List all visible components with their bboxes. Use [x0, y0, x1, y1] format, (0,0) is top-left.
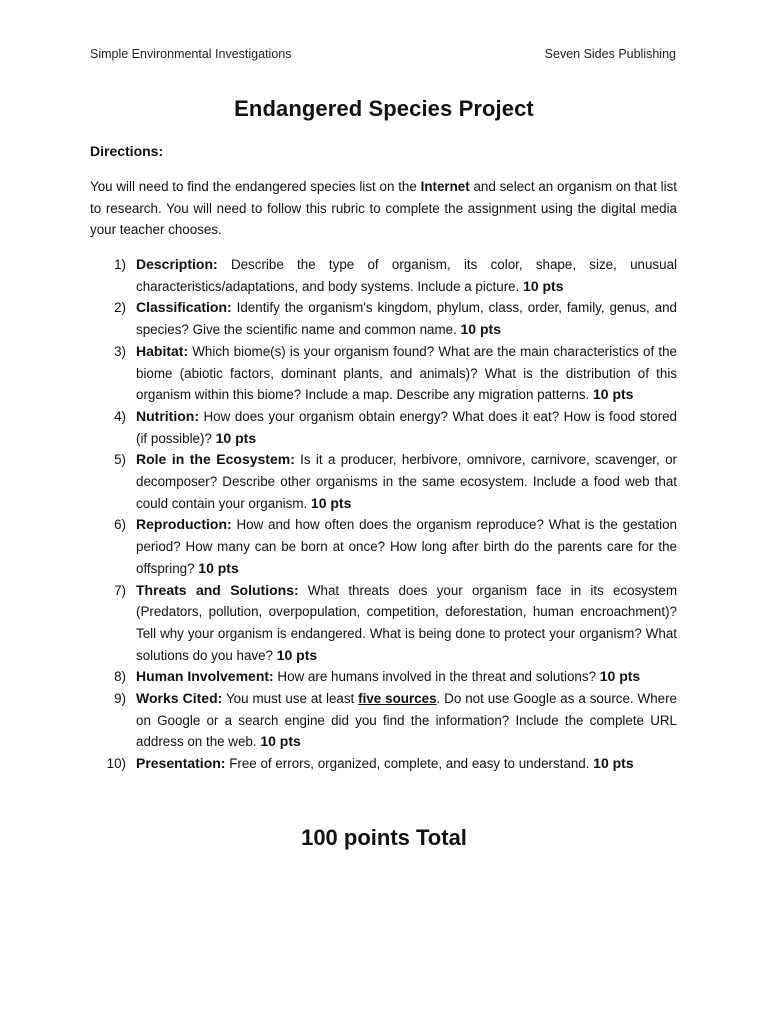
item-heading: Human Involvement: — [136, 668, 274, 685]
item-body: . Do not use Google as a source. Where on Google or a search engine did you find the information? Include the complete URL address on the web. — [136, 691, 677, 750]
five-sources-emphasis: five sources — [358, 691, 437, 707]
item-heading: Reproduction: — [136, 516, 232, 533]
item-points: 10 pts — [198, 559, 239, 576]
item-heading: Works Cited: — [136, 690, 223, 707]
item-points: 10 pts — [276, 646, 318, 663]
intro-paragraph — [90, 176, 677, 241]
rubric-item-nutrition — [90, 406, 677, 449]
item-points: 10 pts — [310, 494, 352, 511]
item-number: 6) — [114, 517, 126, 533]
header-left: Simple Environmental Investigations — [90, 47, 292, 61]
item-body: Identify the organism's kingdom, phylum, class, order, family, genus, and species? Give the scientific name and common name. — [136, 300, 677, 338]
rubric-item-presentation — [90, 753, 677, 775]
intro-text-after: and select an organism on that list to research. You will need to follow this rubric to complete the assignment using the digital media your teacher chooses. — [90, 179, 677, 238]
page-title: Endangered Species Project — [234, 96, 534, 121]
rubric-item-reproduction — [90, 514, 677, 579]
item-heading: Nutrition: — [136, 407, 199, 424]
directions-label: Directions: — [90, 143, 164, 159]
item-number: 7) — [114, 582, 126, 598]
item-number: 4) — [114, 408, 126, 424]
rubric-list — [90, 254, 677, 775]
rubric-item-habitat — [90, 341, 677, 406]
item-points: 10 pts — [260, 733, 301, 750]
item-points: 10 pts — [215, 429, 257, 446]
header-right: Seven Sides Publishing — [544, 47, 676, 61]
item-body-pre: You must use at least — [222, 691, 359, 707]
item-body: Which biome(s) is your organism found? What are the main characteristics of the biome (abiotic factors, dominant plants, and animals)? What is the distribution of this organism within this biome? Include a map. Describe any migration patterns. — [136, 343, 677, 403]
item-points: 10 pts — [593, 386, 634, 403]
points-total: 100 points Total — [301, 825, 467, 850]
item-points: 10 pts — [523, 277, 564, 294]
item-heading: Classification: — [136, 299, 232, 316]
item-number: 10) — [106, 756, 126, 772]
rubric-item-classification — [90, 297, 677, 340]
item-body: Is it a producer, herbivore, omnivore, carnivore, scavenger, or decomposer? Describe other organisms in the same ecosystem. Include a food web that could contain your organism. — [136, 452, 677, 511]
intro-text-before: You will need to find the endangered species list on the — [90, 179, 421, 194]
item-body: How does your organism obtain energy? What does it eat? How is food stored (if possible)? — [136, 408, 677, 446]
item-body: How are humans involved in the threat and solutions? — [273, 669, 600, 685]
item-number: 3) — [114, 343, 126, 359]
item-heading: Threats and Solutions: — [136, 581, 299, 598]
intro-emphasis: Internet — [420, 179, 470, 194]
item-number: 5) — [114, 452, 126, 468]
item-body: What threats does your organism face in its ecosystem (Predators, pollution, overpopulation, competition, deforestation, human encroachment)? Tell why your organism is endangered. What is being done to protect your organism? What solutions do you have? — [136, 582, 677, 663]
item-body: Free of errors, organized, complete, and easy to understand. — [225, 756, 594, 772]
item-number: 2) — [114, 300, 126, 316]
item-points: 10 pts — [593, 755, 634, 772]
item-points: 10 pts — [460, 321, 501, 338]
rubric-item-threats-and-solutions — [90, 580, 677, 667]
item-body: How and how often does the organism reproduce? What is the gestation period? How many can be born at once? How long after birth do the parents care for the offspring? — [136, 517, 677, 576]
item-heading: Habitat: — [136, 342, 189, 359]
item-heading: Description: — [136, 256, 218, 272]
item-number: 9) — [114, 691, 126, 707]
item-body: Describe the type of organism, its color, shape, size, unusual characteristics/adaptations, and body systems. Include a picture. — [136, 257, 677, 294]
item-number: 1) — [114, 257, 126, 272]
item-heading: Presentation: — [136, 755, 226, 772]
rubric-item-human-involvement — [90, 666, 677, 688]
rubric-item-description — [90, 254, 677, 297]
item-heading: Role in the Ecosystem: — [136, 451, 295, 468]
item-number: 8) — [114, 669, 126, 685]
rubric-item-role-in-ecosystem — [90, 449, 677, 514]
item-points: 10 pts — [599, 668, 641, 685]
rubric-item-works-cited — [90, 688, 677, 753]
